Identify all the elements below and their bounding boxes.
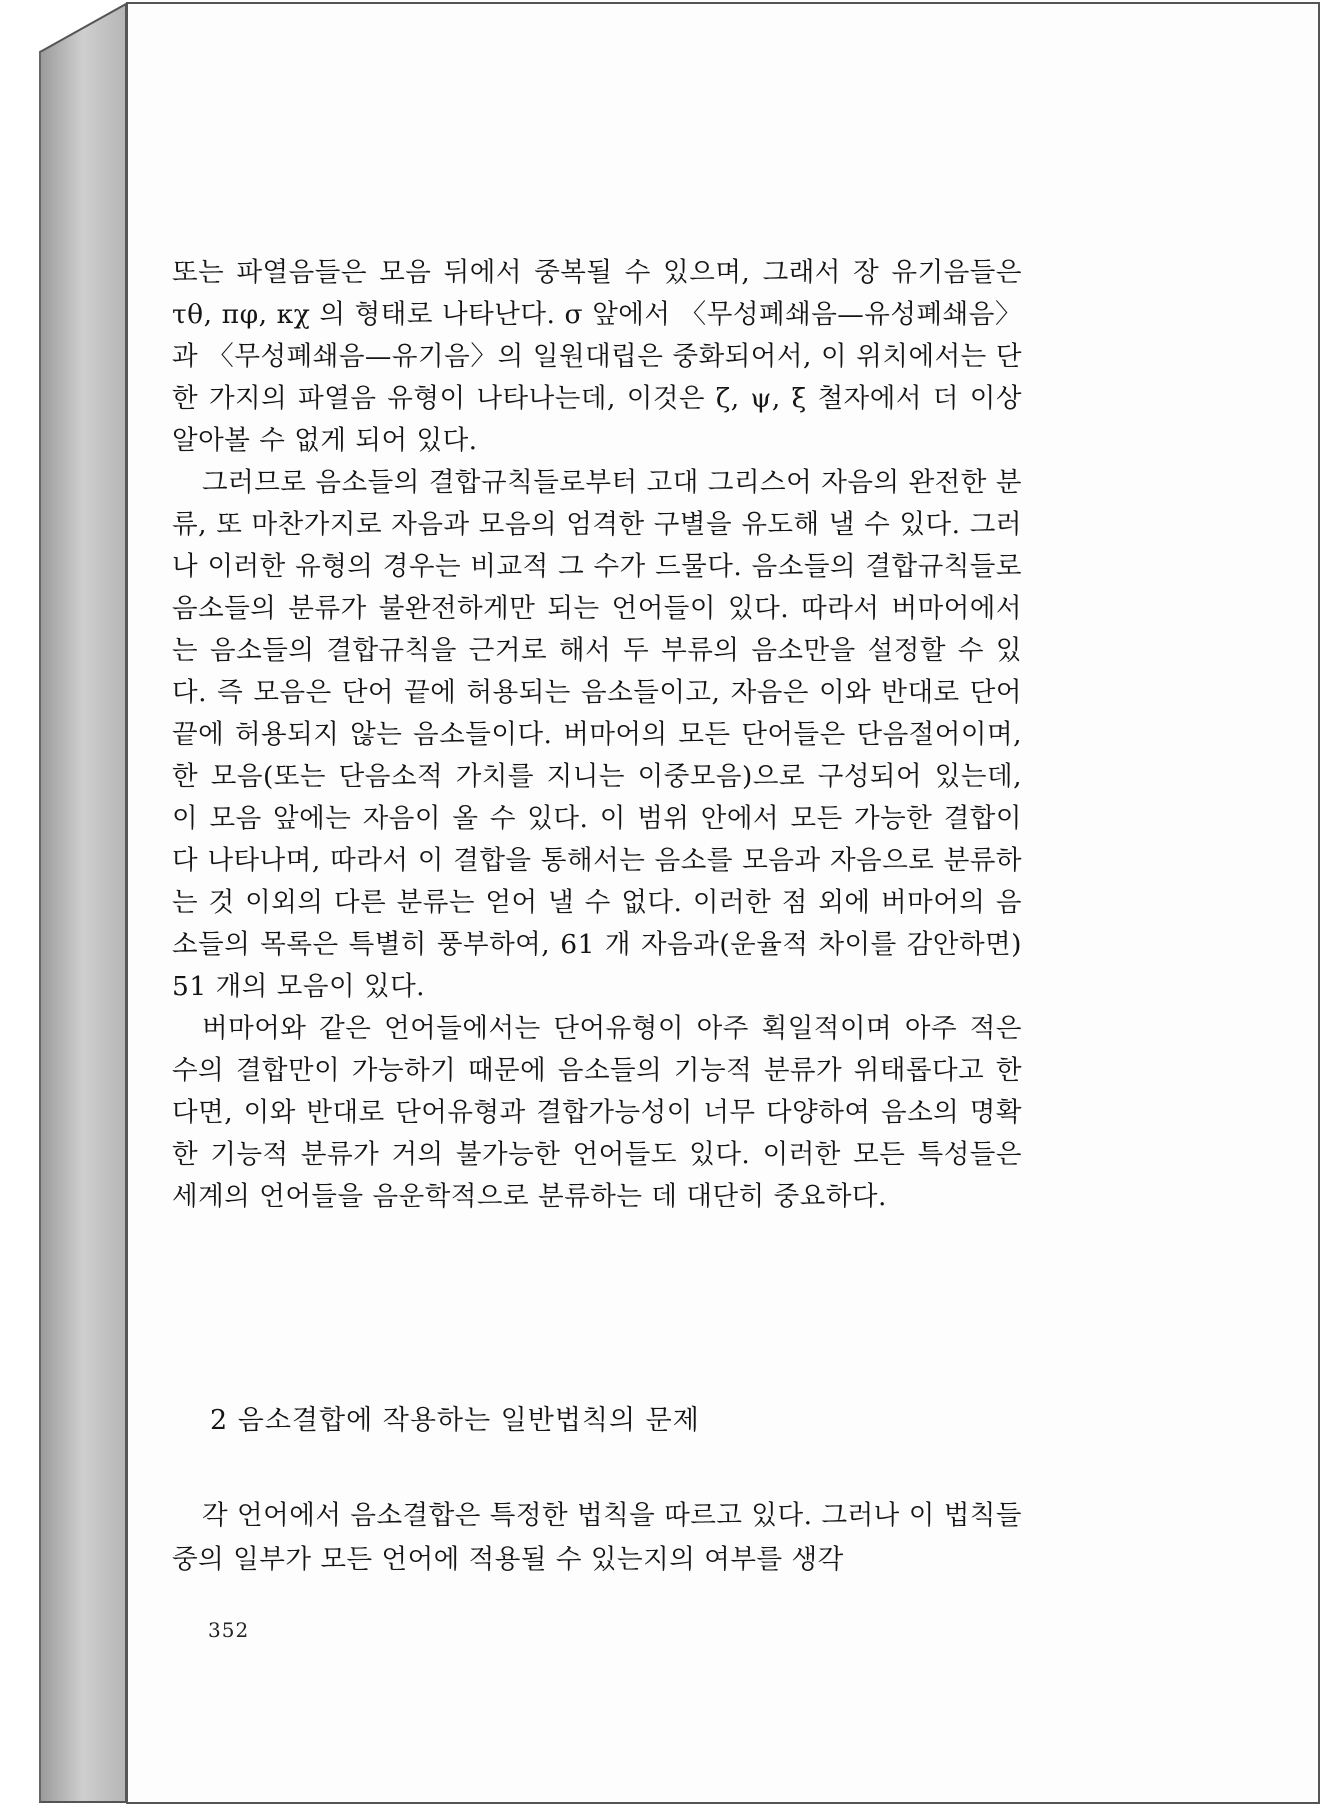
- section-paragraph: 각 언어에서 음소결합은 특정한 법칙을 따르고 있다. 그러나 이 법칙들 중의 일부가 모든 언어에 적용될 수 있는지의 여부를 생각: [172, 1500, 1023, 1575]
- page-number: 352: [208, 1618, 250, 1642]
- paragraph-3: 버마어와 같은 언어들에서는 단어유형이 아주 획일적이며 아주 적은 수의 결합만이 가능하기 때문에 음소들의 기능적 분류가 위태롭다고 한다면, 이와 반대로 단어유형과 결합가능성이 너무 다양하여 음소의 명확한 기능적 분류가 거의 불가능한 언어들도 있다. 이러한 모든 특성들은 세계의 언어들을 음운학적으로 분류하는 데 대단히 중요하다.: [172, 1013, 1022, 1212]
- paragraph-2: 그러므로 음소들의 결합규칙들로부터 고대 그리스어 자음의 완전한 분류, 또 마찬가지로 자음과 모음의 엄격한 구별을 유도해 낼 수 있다. 그러나 이러한 유형의 경우는 비교적 그 수가 드물다. 음소들의 결합규칙들로 음소들의 분류가 불완전하게만 되는 언어들이 있다. 따라서 버마어에서는 음소들의 결합규칙을 근거로 해서 두 부류의 음소만을 설정할 수 있다. 즉 모음은 단어 끝에 허용되는 음소들이고, 자음은 이와 반대로 단어 끝에 허용되지 않는 음소들이다. 버마어의 모든 단어들은 단음절어이며, 한 모음(또는 단음소적 가치를 지니는 이중모음)으로 구성되어 있는데, 이 모음 앞에는 자음이 올 수 있다. 이 범위 안에서 모든 가능한 결합이 다 나타나며, 따라서 이 결합을 통해서는 음소를 모음과 자음으로 분류하는 것 이외의 다른 분류는 얻어 낼 수 없다. 이러한 점 외에 버마어의 음소들의 목록은 특별히 풍부하여, 61 개 자음과(운율적 차이를 감안하면) 51 개의 모음이 있다.: [172, 467, 1022, 1002]
- paragraph-1: 또는 파열음들은 모음 뒤에서 중복될 수 있으며, 그래서 장 유기음들은 τθ, πφ, κχ 의 형태로 나타난다. σ 앞에서 〈무성폐쇄음—유성폐쇄음〉과 〈무성폐쇄음—유기음〉의 일원대립은 중화되어서, 이 위치에서는 단 한 가지의 파열음 유형이 나타나는데, 이것은 ζ, ψ, ξ 철자에서 더 이상 알아볼 수 없게 되어 있다.: [172, 257, 1022, 456]
- section-heading: 2 음소결합에 작용하는 일반법칙의 문제: [210, 1405, 700, 1436]
- body-text: [172, 252, 1022, 1218]
